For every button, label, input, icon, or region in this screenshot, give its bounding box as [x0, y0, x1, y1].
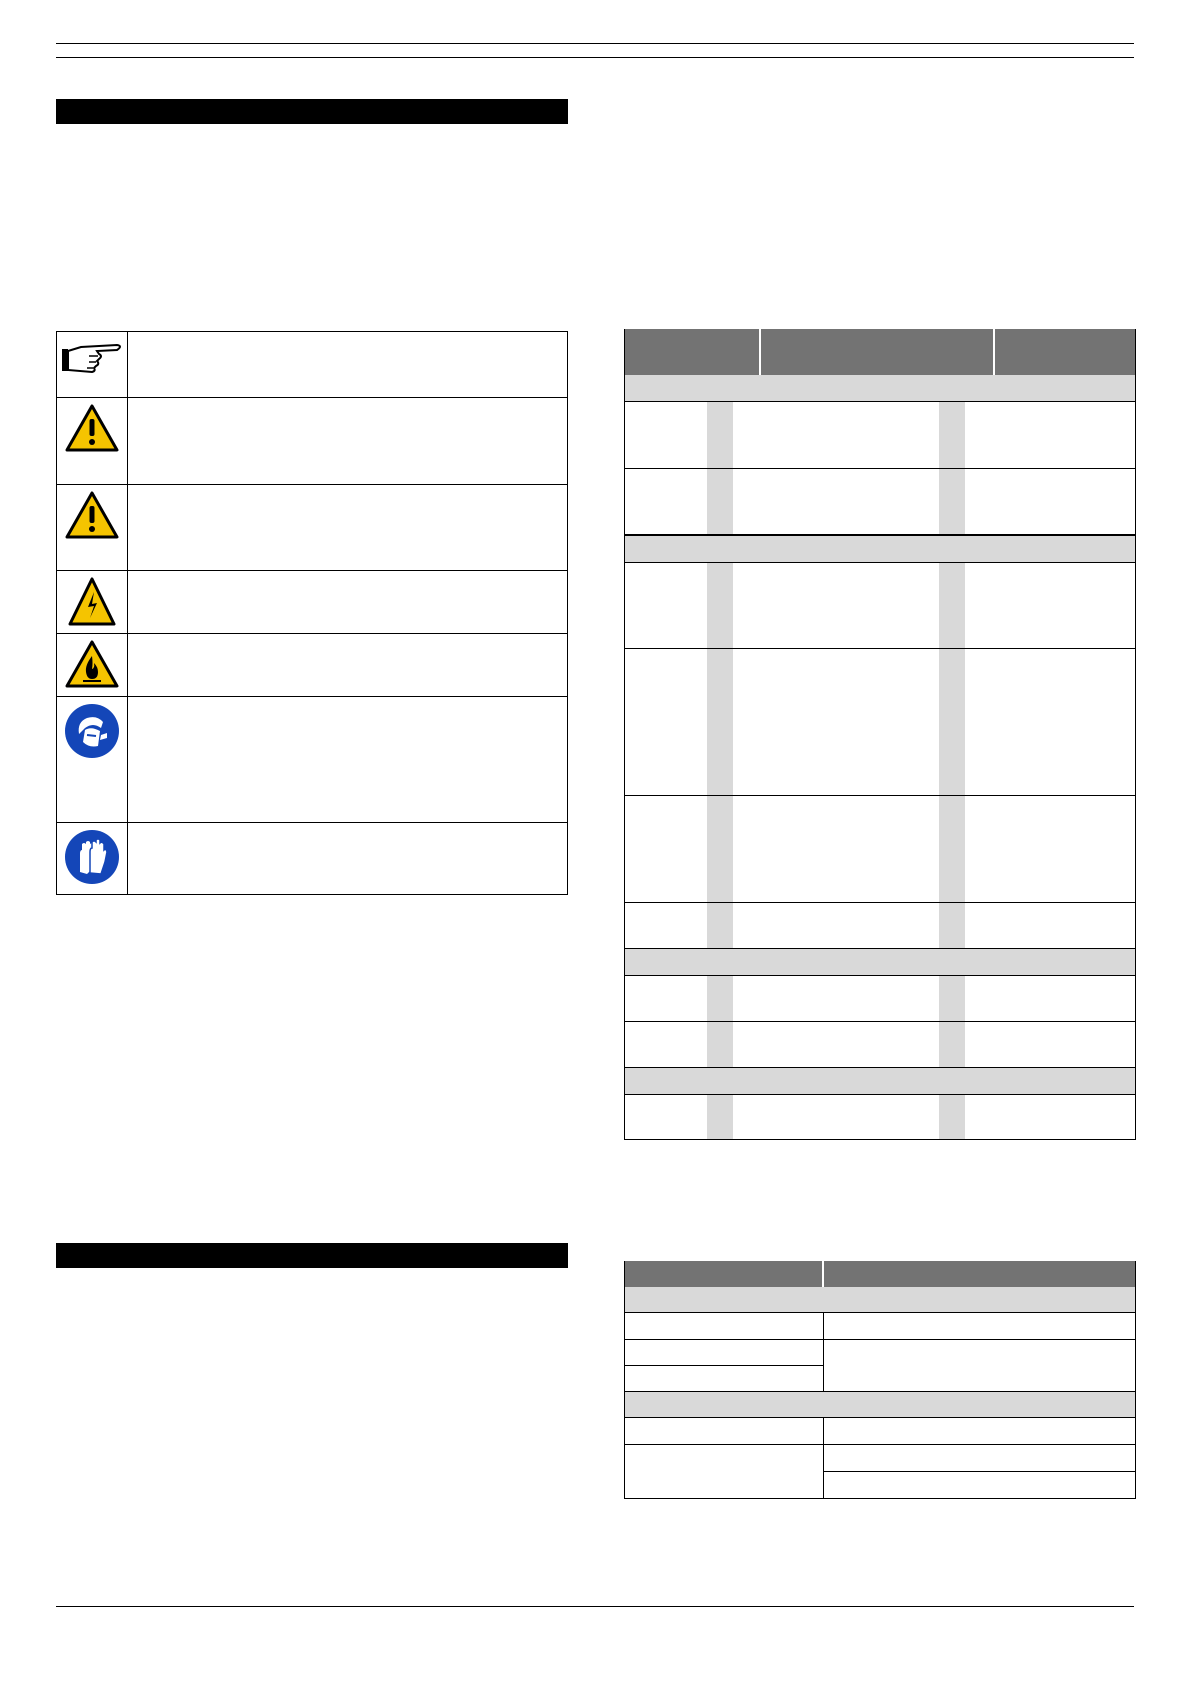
table-row	[625, 1313, 1135, 1340]
symbol-row	[57, 822, 567, 894]
header-rule-bottom	[56, 57, 1134, 58]
footer-rule	[56, 1606, 1134, 1607]
symbol-row	[57, 633, 567, 696]
table-header-row	[625, 329, 1135, 375]
table-row	[625, 1445, 1135, 1498]
table-row	[625, 1022, 1135, 1068]
table-group-row	[625, 1392, 1135, 1418]
section-heading-bar	[56, 99, 568, 124]
table-header-cell	[995, 329, 1135, 375]
table-group-row	[625, 375, 1135, 402]
electrical-hazard-icon	[57, 571, 128, 633]
table-header-cell	[824, 1261, 1135, 1287]
section-heading-bar	[56, 1243, 568, 1268]
table-header-row	[625, 1261, 1135, 1287]
symbol-row	[57, 332, 567, 397]
face-protection-icon	[57, 697, 128, 822]
table-row	[625, 563, 1135, 649]
table-header-cell	[625, 329, 761, 375]
table-group-row	[625, 535, 1135, 563]
symbol-row	[57, 696, 567, 822]
table-row	[625, 1095, 1135, 1139]
table-row	[625, 649, 1135, 796]
table-group-row	[625, 949, 1135, 976]
parameters-table	[624, 1261, 1136, 1499]
table-header-cell	[761, 329, 995, 375]
symbol-row	[57, 397, 567, 484]
table-header-cell	[625, 1261, 824, 1287]
table-row	[625, 903, 1135, 949]
table-row	[625, 1418, 1135, 1445]
warning-triangle-icon	[57, 485, 128, 570]
pointing-hand-icon	[57, 332, 128, 397]
table-row	[625, 796, 1135, 903]
header-rule-top	[56, 43, 1134, 44]
safety-symbols-table	[56, 331, 568, 895]
gloves-icon	[57, 823, 128, 894]
table-row	[625, 402, 1135, 469]
warning-triangle-icon	[57, 398, 128, 484]
table-group-row	[625, 1068, 1135, 1095]
table-group-row	[625, 1287, 1135, 1313]
flammable-hazard-icon	[57, 634, 128, 696]
table-row	[625, 976, 1135, 1022]
symbol-row	[57, 570, 567, 633]
specification-table	[624, 329, 1136, 1140]
table-row	[625, 469, 1135, 535]
table-row	[625, 1340, 1135, 1392]
symbol-row	[57, 484, 567, 570]
